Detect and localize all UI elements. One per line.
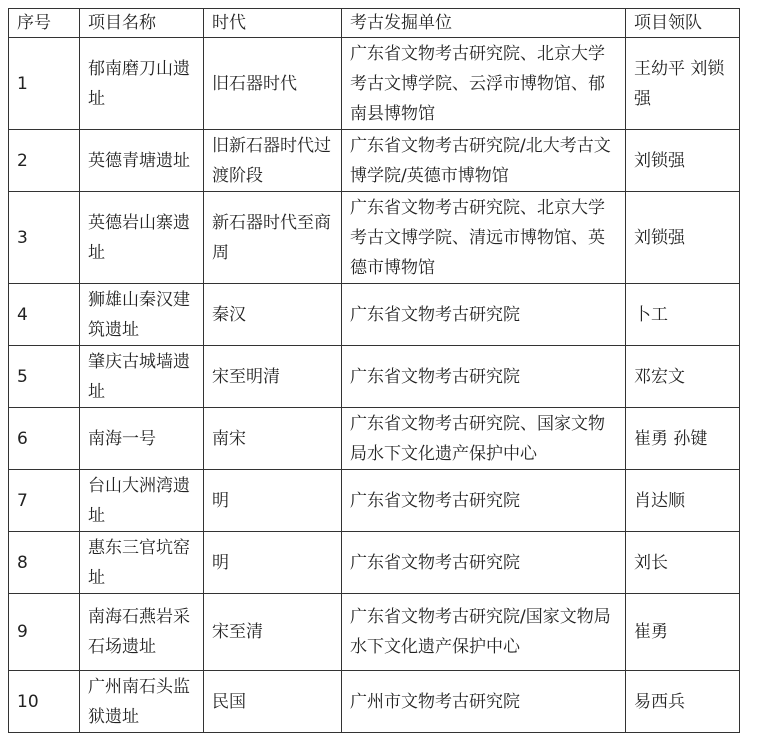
cell-period: 明 <box>204 470 342 532</box>
cell-no: 10 <box>9 671 80 733</box>
cell-name: 狮雄山秦汉建筑遗址 <box>80 284 204 346</box>
cell-period: 明 <box>204 532 342 594</box>
cell-name: 惠东三官坑窑址 <box>80 532 204 594</box>
cell-no: 8 <box>9 532 80 594</box>
cell-no: 5 <box>9 346 80 408</box>
cell-leader: 肖达顺 <box>626 470 740 532</box>
cell-period: 民国 <box>204 671 342 733</box>
cell-leader: 崔勇 <box>626 594 740 671</box>
table-row <box>9 192 740 284</box>
cell-period: 新石器时代至商周 <box>204 192 342 284</box>
cell-unit: 广东省文物考古研究院/北大考古文博学院/英德市博物馆 <box>342 130 626 192</box>
table-row <box>9 532 740 594</box>
cell-unit: 广东省文物考古研究院/国家文物局水下文化遗产保护中心 <box>342 594 626 671</box>
cell-unit: 广东省文物考古研究院、北京大学考古文博学院、清远市博物馆、英德市博物馆 <box>342 192 626 284</box>
cell-name: 南海一号 <box>80 408 204 470</box>
cell-period: 宋至明清 <box>204 346 342 408</box>
cell-no: 6 <box>9 408 80 470</box>
cell-no: 1 <box>9 38 80 130</box>
table-row <box>9 130 740 192</box>
cell-name: 广州南石头监狱遗址 <box>80 671 204 733</box>
cell-period: 宋至清 <box>204 594 342 671</box>
cell-no: 7 <box>9 470 80 532</box>
header-leader: 项目领队 <box>626 9 740 38</box>
table-row <box>9 594 740 671</box>
cell-no: 2 <box>9 130 80 192</box>
table-row <box>9 671 740 733</box>
table-row <box>9 38 740 130</box>
cell-name: 英德青塘遗址 <box>80 130 204 192</box>
table-row <box>9 408 740 470</box>
cell-unit: 广东省文物考古研究院、国家文物局水下文化遗产保护中心 <box>342 408 626 470</box>
header-name: 项目名称 <box>80 9 204 38</box>
cell-name: 郁南磨刀山遗址 <box>80 38 204 130</box>
cell-no: 4 <box>9 284 80 346</box>
header-row <box>9 9 740 38</box>
cell-unit: 广东省文物考古研究院 <box>342 346 626 408</box>
cell-leader: 崔勇 孙键 <box>626 408 740 470</box>
cell-leader: 王幼平 刘锁强 <box>626 38 740 130</box>
cell-no: 9 <box>9 594 80 671</box>
cell-name: 肇庆古城墙遗址 <box>80 346 204 408</box>
cell-name: 南海石燕岩采石场遗址 <box>80 594 204 671</box>
cell-period: 旧石器时代 <box>204 38 342 130</box>
cell-unit: 广东省文物考古研究院 <box>342 470 626 532</box>
excavation-table <box>8 8 740 733</box>
header-no: 序号 <box>9 9 80 38</box>
cell-name: 英德岩山寨遗址 <box>80 192 204 284</box>
cell-period: 南宋 <box>204 408 342 470</box>
cell-leader: 刘长 <box>626 532 740 594</box>
cell-unit: 广州市文物考古研究院 <box>342 671 626 733</box>
cell-leader: 邓宏文 <box>626 346 740 408</box>
cell-period: 旧新石器时代过渡阶段 <box>204 130 342 192</box>
header-period: 时代 <box>204 9 342 38</box>
cell-unit: 广东省文物考古研究院 <box>342 284 626 346</box>
cell-leader: 刘锁强 <box>626 130 740 192</box>
cell-name: 台山大洲湾遗址 <box>80 470 204 532</box>
table-row <box>9 470 740 532</box>
cell-leader: 卜工 <box>626 284 740 346</box>
cell-unit: 广东省文物考古研究院 <box>342 532 626 594</box>
cell-leader: 易西兵 <box>626 671 740 733</box>
table-row <box>9 284 740 346</box>
header-unit: 考古发掘单位 <box>342 9 626 38</box>
cell-unit: 广东省文物考古研究院、北京大学考古文博学院、云浮市博物馆、郁南县博物馆 <box>342 38 626 130</box>
cell-no: 3 <box>9 192 80 284</box>
cell-period: 秦汉 <box>204 284 342 346</box>
cell-leader: 刘锁强 <box>626 192 740 284</box>
table-row <box>9 346 740 408</box>
